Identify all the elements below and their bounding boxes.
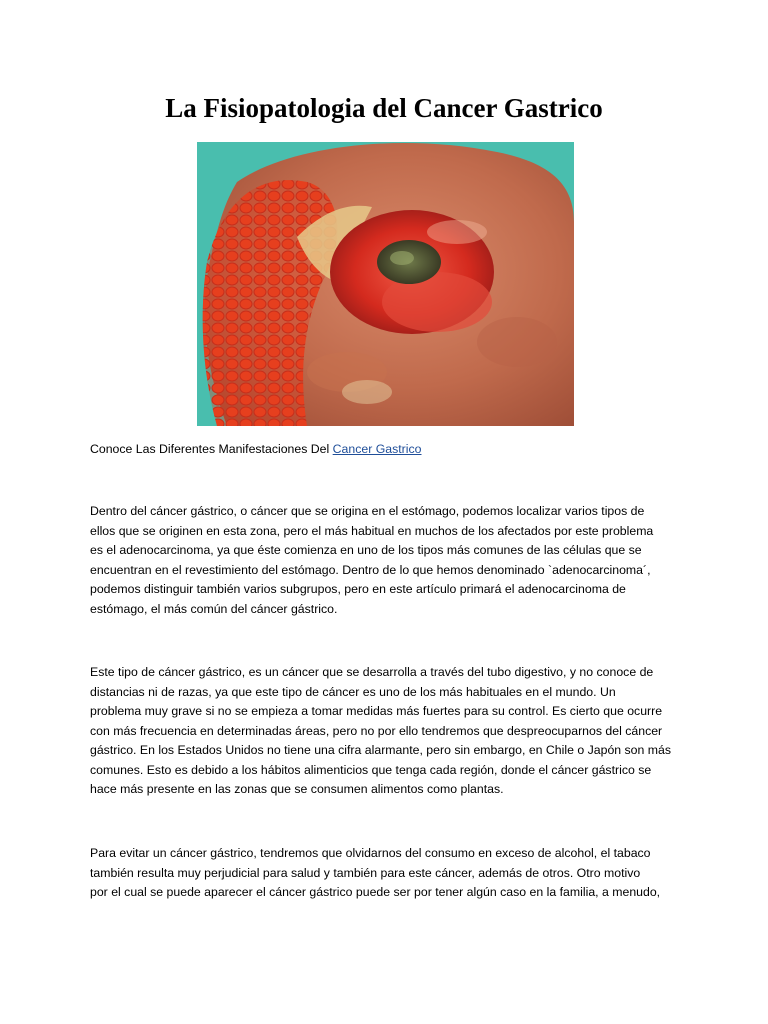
article-subtitle — [90, 440, 690, 460]
paragraph-line: por el cual se puede aparecer el cáncer gástrico puede ser por tener algún caso en la familia, a menudo, — [90, 885, 661, 899]
paragraph-line: Para evitar un cáncer gástrico, tendremos que olvidarnos del consumo en exceso de alcohol, el tabaco — [90, 846, 651, 860]
paragraph-1 — [90, 502, 690, 619]
paragraph-line: encuentran en el revestimiento del estómago. Dentro de lo que hemos denominado `adenocarcinoma´, — [90, 562, 651, 577]
cancer-gastrico-link[interactable]: Cancer Gastrico — [332, 442, 422, 456]
page-title: La Fisiopatologia del Cancer Gastrico — [165, 93, 603, 123]
gastric-tumor-photo — [197, 142, 574, 426]
paragraph-line: con más frecuencia en determinadas áreas, pero no por ello tendremos que despreocuparnos del cáncer — [90, 723, 663, 738]
paragraph-line: también resulta muy perjudicial para salud y también para este cáncer, además de otros. Otro motivo — [90, 865, 641, 880]
paragraph-line: problema muy grave si no se empieza a tomar medidas más fuertes para su control. Es cierto que ocurre — [90, 704, 663, 718]
subtitle-text: Conoce Las Diferentes Manifestaciones Del — [90, 442, 333, 456]
paragraph-line: Este tipo de cáncer gástrico, es un cáncer que se desarrolla a través del tubo digestivo, y no conoce de — [90, 665, 654, 679]
paragraph-line: hace más presente en las zonas que se consumen alimentos como plantas. — [90, 782, 504, 796]
gastric-tumor-photo-graphic — [197, 142, 574, 426]
paragraph-line: gástrico. En los Estados Unidos no tiene una cifra alarmante, pero sin embargo, en Chile o Japón son más — [90, 743, 672, 757]
paragraph-line: comunes. Esto es debido a los hábitos alimenticios que tenga cada región, donde el cáncer gástrico se — [90, 762, 652, 777]
paragraph-2 — [90, 663, 690, 800]
paragraph-line: es el adenocarcinoma, ya que éste comienza en uno de los tipos más comunes de las células que se — [90, 543, 642, 557]
paragraph-line: Dentro del cáncer gástrico, o cáncer que se origina en el estómago, podemos localizar varios tipos de — [90, 504, 645, 518]
paragraph-line: ellos que se originen en esta zona, pero el más habitual en muchos de los afectados por este problema — [90, 523, 654, 538]
paragraph-3 — [90, 844, 690, 903]
paragraph-line: estómago, el más común del cáncer gástrico. — [90, 601, 338, 616]
paragraph-line: podemos distinguir también varios subgrupos, pero en este artículo primará el adenocarcinoma de — [90, 582, 626, 596]
paragraph-line: distancias ni de razas, ya que este tipo de cáncer es uno de los más habituales en el mundo. Un — [90, 684, 616, 699]
